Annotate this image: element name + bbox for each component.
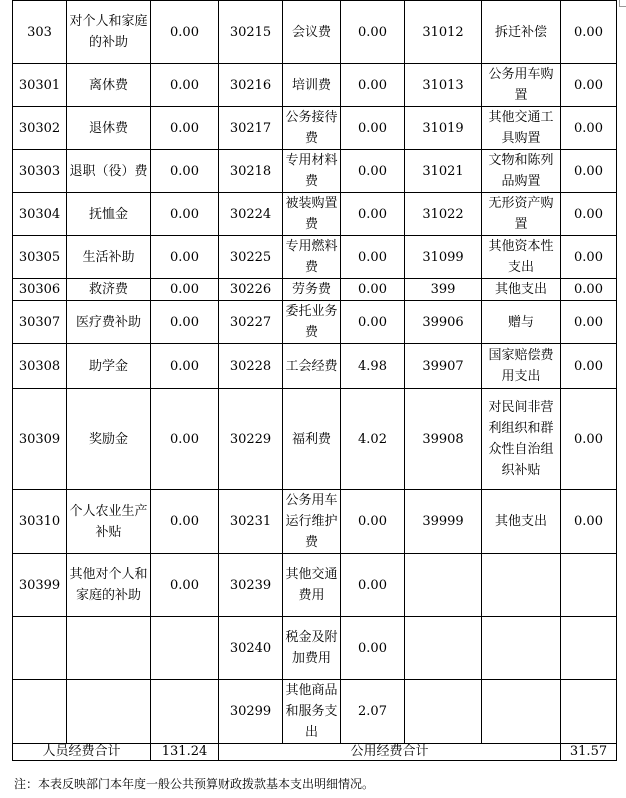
name-3-cell: 其他资本性支出 — [482, 236, 561, 279]
code-3-cell: 39999 — [405, 490, 482, 554]
amount-1-cell: 0.00 — [151, 64, 219, 107]
amount-1-cell — [151, 617, 219, 680]
code-1-cell: 30301 — [13, 64, 67, 107]
code-3-cell: 399 — [405, 279, 482, 301]
table-row — [13, 1, 617, 64]
code-1-cell: 30310 — [13, 490, 67, 554]
code-1-cell: 30306 — [13, 279, 67, 301]
name-3-cell — [482, 554, 561, 617]
name-1-cell: 助学金 — [67, 344, 151, 389]
code-2-cell: 30215 — [219, 1, 283, 64]
code-3-cell: 31099 — [405, 236, 482, 279]
name-2-cell: 劳务费 — [283, 279, 341, 301]
code-3-cell: 39906 — [405, 301, 482, 344]
code-2-cell: 30216 — [219, 64, 283, 107]
code-3-cell: 39908 — [405, 389, 482, 490]
code-2-cell: 30225 — [219, 236, 283, 279]
page-corner-mark — [619, 0, 626, 7]
code-2-cell: 30224 — [219, 193, 283, 236]
table-row — [13, 344, 617, 389]
code-2-cell: 30231 — [219, 490, 283, 554]
code-2-cell: 30227 — [219, 301, 283, 344]
amount-1-cell: 0.00 — [151, 490, 219, 554]
name-3-cell: 其他支出 — [482, 490, 561, 554]
totals-row — [13, 744, 617, 761]
amount-2-cell: 0.00 — [341, 617, 405, 680]
code-2-cell: 30218 — [219, 150, 283, 193]
name-1-cell: 离休费 — [67, 64, 151, 107]
table-row — [13, 279, 617, 301]
name-1-cell: 抚恤金 — [67, 193, 151, 236]
amount-2-cell: 0.00 — [341, 107, 405, 150]
name-3-cell — [482, 680, 561, 744]
amount-2-cell: 2.07 — [341, 680, 405, 744]
personnel-total-value: 131.24 — [151, 744, 219, 761]
name-1-cell: 生活补助 — [67, 236, 151, 279]
name-3-cell: 赠与 — [482, 301, 561, 344]
table-row — [13, 554, 617, 617]
name-2-cell: 其他商品和服务支出 — [283, 680, 341, 744]
table-row — [13, 617, 617, 680]
name-1-cell: 救济费 — [67, 279, 151, 301]
name-3-cell — [482, 617, 561, 680]
amount-3-cell: 0.00 — [561, 193, 617, 236]
amount-2-cell: 0.00 — [341, 490, 405, 554]
amount-2-cell: 0.00 — [341, 150, 405, 193]
code-2-cell: 30228 — [219, 344, 283, 389]
table-row — [13, 236, 617, 279]
code-3-cell: 31021 — [405, 150, 482, 193]
amount-1-cell: 0.00 — [151, 301, 219, 344]
code-2-cell: 30217 — [219, 107, 283, 150]
name-1-cell: 其他对个人和家庭的补助 — [67, 554, 151, 617]
personnel-total-label: 人员经费合计 — [13, 744, 151, 761]
code-3-cell — [405, 680, 482, 744]
amount-3-cell: 0.00 — [561, 490, 617, 554]
amount-3-cell: 0.00 — [561, 64, 617, 107]
name-2-cell: 公务接待费 — [283, 107, 341, 150]
table-row — [13, 389, 617, 490]
amount-2-cell: 0.00 — [341, 193, 405, 236]
name-1-cell: 医疗费补助 — [67, 301, 151, 344]
amount-3-cell: 0.00 — [561, 389, 617, 490]
amount-2-cell: 4.02 — [341, 389, 405, 490]
name-3-cell: 其他支出 — [482, 279, 561, 301]
name-2-cell: 被装购置费 — [283, 193, 341, 236]
amount-2-cell: 0.00 — [341, 1, 405, 64]
name-1-cell — [67, 617, 151, 680]
code-1-cell: 30309 — [13, 389, 67, 490]
code-1-cell: 30308 — [13, 344, 67, 389]
code-1-cell: 303 — [13, 1, 67, 64]
amount-3-cell: 0.00 — [561, 1, 617, 64]
name-2-cell: 税金及附加费用 — [283, 617, 341, 680]
name-2-cell: 其他交通费用 — [283, 554, 341, 617]
code-3-cell: 31013 — [405, 64, 482, 107]
table-row — [13, 64, 617, 107]
code-1-cell: 30303 — [13, 150, 67, 193]
amount-1-cell: 0.00 — [151, 107, 219, 150]
code-1-cell: 30302 — [13, 107, 67, 150]
amount-1-cell: 0.00 — [151, 389, 219, 490]
code-2-cell: 30226 — [219, 279, 283, 301]
amount-3-cell — [561, 554, 617, 617]
code-1-cell — [13, 617, 67, 680]
name-3-cell: 文物和陈列品购置 — [482, 150, 561, 193]
table-row — [13, 150, 617, 193]
table-row — [13, 490, 617, 554]
amount-2-cell: 0.00 — [341, 236, 405, 279]
code-3-cell: 31012 — [405, 1, 482, 64]
name-3-cell: 对民间非营利组织和群众性自治组织补贴 — [482, 389, 561, 490]
name-1-cell — [67, 680, 151, 744]
table-row — [13, 193, 617, 236]
amount-3-cell — [561, 680, 617, 744]
code-1-cell: 30399 — [13, 554, 67, 617]
name-3-cell: 无形资产购置 — [482, 193, 561, 236]
table-row — [13, 107, 617, 150]
amount-1-cell: 0.00 — [151, 1, 219, 64]
amount-1-cell: 0.00 — [151, 344, 219, 389]
expenditure-detail-table — [12, 0, 617, 761]
amount-1-cell — [151, 680, 219, 744]
name-1-cell: 退职（役）费 — [67, 150, 151, 193]
name-2-cell: 公务用车运行维护费 — [283, 490, 341, 554]
code-2-cell: 30240 — [219, 617, 283, 680]
name-3-cell: 其他交通工具购置 — [482, 107, 561, 150]
amount-2-cell: 0.00 — [341, 554, 405, 617]
name-2-cell: 专用燃料费 — [283, 236, 341, 279]
name-1-cell: 退休费 — [67, 107, 151, 150]
name-2-cell: 福利费 — [283, 389, 341, 490]
amount-2-cell: 0.00 — [341, 301, 405, 344]
amount-1-cell: 0.00 — [151, 193, 219, 236]
code-2-cell: 30229 — [219, 389, 283, 490]
name-1-cell: 个人农业生产补贴 — [67, 490, 151, 554]
code-1-cell: 30305 — [13, 236, 67, 279]
code-2-cell: 30239 — [219, 554, 283, 617]
table-row — [13, 680, 617, 744]
table-row — [13, 301, 617, 344]
name-2-cell: 工会经费 — [283, 344, 341, 389]
name-2-cell: 专用材料费 — [283, 150, 341, 193]
name-2-cell: 委托业务费 — [283, 301, 341, 344]
table-body — [13, 1, 617, 744]
amount-1-cell: 0.00 — [151, 236, 219, 279]
code-1-cell: 30307 — [13, 301, 67, 344]
name-2-cell: 培训费 — [283, 64, 341, 107]
name-2-cell: 会议费 — [283, 1, 341, 64]
amount-1-cell: 0.00 — [151, 554, 219, 617]
name-3-cell: 公务用车购置 — [482, 64, 561, 107]
amount-2-cell: 0.00 — [341, 64, 405, 107]
amount-3-cell: 0.00 — [561, 279, 617, 301]
name-1-cell: 奖励金 — [67, 389, 151, 490]
code-1-cell: 30304 — [13, 193, 67, 236]
code-1-cell — [13, 680, 67, 744]
name-1-cell: 对个人和家庭的补助 — [67, 1, 151, 64]
amount-3-cell: 0.00 — [561, 236, 617, 279]
amount-3-cell: 0.00 — [561, 344, 617, 389]
code-3-cell: 39907 — [405, 344, 482, 389]
code-3-cell: 31022 — [405, 193, 482, 236]
code-3-cell: 31019 — [405, 107, 482, 150]
amount-1-cell: 0.00 — [151, 279, 219, 301]
amount-2-cell: 0.00 — [341, 279, 405, 301]
amount-3-cell: 0.00 — [561, 150, 617, 193]
public-total-label: 公用经费合计 — [219, 744, 561, 761]
amount-1-cell: 0.00 — [151, 150, 219, 193]
amount-3-cell: 0.00 — [561, 107, 617, 150]
amount-2-cell: 4.98 — [341, 344, 405, 389]
amount-3-cell — [561, 617, 617, 680]
code-2-cell: 30299 — [219, 680, 283, 744]
public-total-value: 31.57 — [561, 744, 617, 761]
name-3-cell: 拆迁补偿 — [482, 1, 561, 64]
name-3-cell: 国家赔偿费用支出 — [482, 344, 561, 389]
table-note: 注：本表反映部门本年度一般公共预算财政拨款基本支出明细情况。 — [14, 777, 375, 791]
code-3-cell — [405, 554, 482, 617]
amount-3-cell: 0.00 — [561, 301, 617, 344]
code-3-cell — [405, 617, 482, 680]
